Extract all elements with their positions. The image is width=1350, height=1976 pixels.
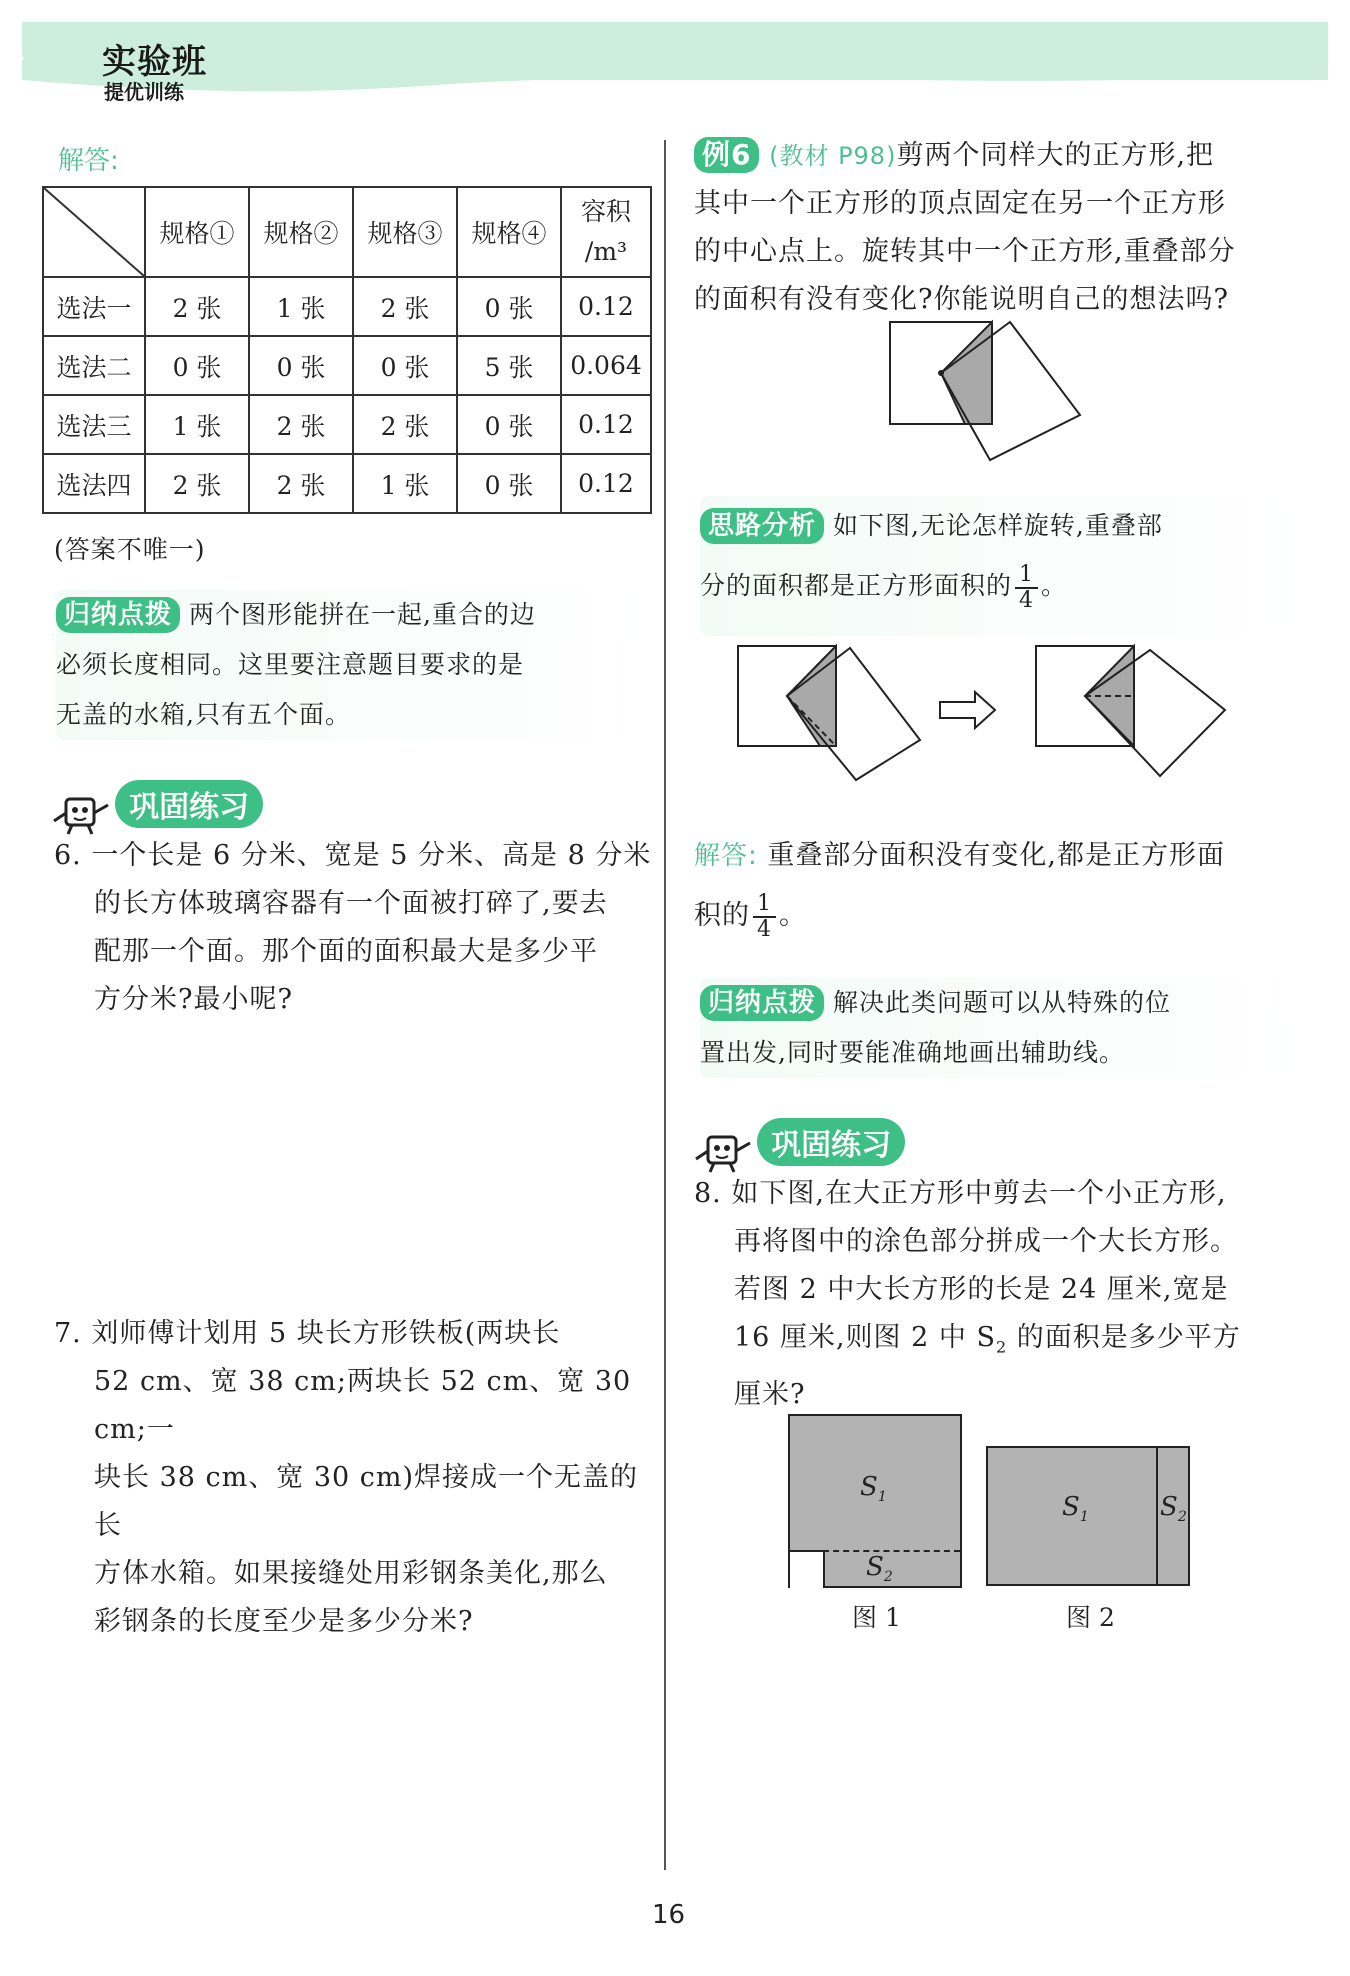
table-cell: 0 张 bbox=[249, 336, 353, 395]
table-cell: 1 张 bbox=[249, 277, 353, 336]
q7-line5: 彩钢条的长度至少是多少分米? bbox=[94, 1606, 474, 1637]
table-row bbox=[43, 454, 651, 513]
q7-number: 7. bbox=[54, 1318, 82, 1349]
table-cell: 0 张 bbox=[353, 336, 457, 395]
header-spec-2: 规格② bbox=[249, 187, 353, 277]
practice-heading-left bbox=[52, 780, 263, 835]
table-cell: 0 张 bbox=[457, 277, 561, 336]
fraction-quarter-answer bbox=[753, 892, 776, 942]
table-cell: 0.12 bbox=[561, 277, 651, 336]
example-line1: 剪两个同样大的正方形,把 bbox=[896, 140, 1215, 171]
mascot-icon bbox=[694, 1129, 752, 1173]
q7-line4: 方体水箱。如果接缝处用彩钢条美化,那么 bbox=[94, 1558, 608, 1589]
q8-line1: 如下图,在大正方形中剪去一个小正方形, bbox=[731, 1178, 1227, 1209]
rotation-diagram bbox=[730, 640, 1240, 790]
fig2-divider bbox=[1156, 1448, 1158, 1584]
question-6 bbox=[54, 832, 654, 1024]
q6-line2: 的长方体玻璃容器有一个面被打碎了,要去 bbox=[94, 888, 608, 919]
q8-line4 bbox=[694, 1314, 1294, 1371]
q8-line4-a: 16 厘米,则图 2 中 S bbox=[734, 1322, 996, 1353]
answer-label-left: 解答: bbox=[58, 146, 119, 176]
header-volume-label: 容积 bbox=[580, 197, 631, 226]
tip-left-line2: 必须长度相同。这里要注意题目要求的是 bbox=[56, 650, 525, 679]
analysis-box bbox=[700, 496, 1300, 636]
tip-right-line1: 解决此类问题可以从特殊的位 bbox=[832, 988, 1171, 1017]
row-name: 选法四 bbox=[43, 454, 145, 513]
overlap-shade bbox=[941, 322, 992, 424]
q8-number: 8. bbox=[694, 1178, 722, 1209]
tip-left-line3: 无盖的水箱,只有五个面。 bbox=[56, 700, 351, 729]
table-cell: 1 张 bbox=[353, 454, 457, 513]
figure-1 bbox=[788, 1414, 962, 1588]
table-cell: 2 张 bbox=[249, 395, 353, 454]
answer-right-line1: 重叠部分面积没有变化,都是正方形面 bbox=[767, 840, 1225, 871]
header-volume bbox=[561, 187, 651, 277]
table-row bbox=[43, 336, 651, 395]
fig2-caption: 图 2 bbox=[1066, 1603, 1115, 1632]
q7-line2: 52 cm、宽 38 cm;两块长 52 cm、宽 30 cm;一 bbox=[94, 1366, 632, 1445]
analysis-line1: 如下图,无论怎样旋转,重叠部 bbox=[832, 511, 1163, 540]
book-title: 实验班 bbox=[102, 42, 207, 82]
cut-small-square bbox=[790, 1550, 825, 1588]
table-cell: 2 张 bbox=[353, 395, 457, 454]
table-row bbox=[43, 395, 651, 454]
example-line2: 其中一个正方形的顶点固定在另一个正方形 bbox=[694, 188, 1226, 219]
header-spec-1: 规格① bbox=[145, 187, 249, 277]
q6-number: 6. bbox=[54, 840, 82, 871]
question-8 bbox=[694, 1170, 1294, 1419]
fig1-caption: 图 1 bbox=[852, 1603, 901, 1632]
q8-line5: 厘米? bbox=[734, 1379, 806, 1411]
q6-line1: 一个长是 6 分米、宽是 5 分米、高是 8 分米 bbox=[91, 840, 652, 871]
tip-box-left bbox=[56, 590, 646, 740]
table-cell: 0.12 bbox=[561, 454, 651, 513]
fig1-s1-label: $S_1$ bbox=[860, 1472, 887, 1506]
right-arrow-icon bbox=[940, 692, 995, 728]
answer-note: (答案不唯一) bbox=[54, 535, 206, 564]
fraction-numerator: 1 bbox=[753, 892, 776, 918]
example-line4: 的面积有没有变化?你能说明自己的想法吗? bbox=[694, 284, 1229, 315]
example-6 bbox=[694, 132, 1294, 324]
q7-line1: 刘师傅计划用 5 块长方形铁板(两块长 bbox=[91, 1318, 561, 1349]
q7-line3: 块长 38 cm、宽 30 cm)焊接成一个无盖的长 bbox=[94, 1462, 639, 1541]
table-cell: 2 张 bbox=[353, 277, 457, 336]
row-name: 选法三 bbox=[43, 395, 145, 454]
figure-2 bbox=[986, 1446, 1190, 1586]
example-tag: 例6 bbox=[694, 137, 759, 173]
header-volume-unit: /m³ bbox=[584, 237, 628, 266]
q6-line4: 方分米?最小呢? bbox=[94, 984, 293, 1015]
spec-table bbox=[42, 186, 652, 514]
q8-line4-b: 的面积是多少平方 bbox=[1007, 1322, 1241, 1353]
fraction-denominator: 4 bbox=[757, 916, 772, 942]
practice-label-right: 巩固练习 bbox=[757, 1118, 905, 1166]
table-cell: 2 张 bbox=[145, 454, 249, 513]
tip-right-line2: 置出发,同时要能准确地画出辅助线。 bbox=[700, 1038, 1125, 1067]
practice-heading-right bbox=[694, 1118, 905, 1173]
header-spec-4: 规格④ bbox=[457, 187, 561, 277]
q8-line3: 若图 2 中大长方形的长是 24 厘米,宽是 bbox=[734, 1274, 1229, 1305]
rotated-squares-figure bbox=[880, 310, 1090, 470]
example-ref: (教材 P98) bbox=[769, 142, 897, 170]
fraction-denominator: 4 bbox=[1019, 587, 1035, 613]
table-row bbox=[43, 277, 651, 336]
analysis-tag: 思路分析 bbox=[700, 508, 824, 544]
answer-label-right: 解答: bbox=[694, 841, 758, 871]
fig2-s2-label: $S_2$ bbox=[1160, 1492, 1187, 1526]
q8-line2: 再将图中的涂色部分拼成一个大长方形。 bbox=[734, 1226, 1238, 1257]
table-cell: 0.064 bbox=[561, 336, 651, 395]
row-name: 选法二 bbox=[43, 336, 145, 395]
header-spec-3: 规格③ bbox=[353, 187, 457, 277]
table-cell: 1 张 bbox=[145, 395, 249, 454]
tip-tag-right: 归纳点拨 bbox=[700, 985, 824, 1021]
q8-line4-sub: 2 bbox=[995, 1337, 1008, 1357]
answer-right bbox=[694, 826, 1294, 946]
book-subtitle: 提优训练 bbox=[104, 80, 184, 104]
practice-label-left: 巩固练习 bbox=[115, 780, 263, 828]
table-header-row bbox=[43, 187, 651, 277]
tip-left-line1: 两个图形能拼在一起,重合的边 bbox=[188, 600, 536, 629]
table-cell: 0 张 bbox=[457, 454, 561, 513]
table-cell: 5 张 bbox=[457, 336, 561, 395]
tip-tag-left: 归纳点拨 bbox=[56, 597, 180, 633]
row-name: 选法一 bbox=[43, 277, 145, 336]
table-cell: 0 张 bbox=[457, 395, 561, 454]
header-wave bbox=[22, 60, 1328, 100]
tip-box-right bbox=[700, 978, 1300, 1078]
example-line3: 的中心点上。旋转其中一个正方形,重叠部分 bbox=[694, 236, 1236, 267]
answer-right-line2: 积的 bbox=[694, 900, 750, 931]
answer-period: 。 bbox=[779, 900, 807, 931]
fraction-numerator: 1 bbox=[1015, 563, 1038, 589]
column-divider bbox=[664, 140, 666, 1870]
table-cell: 0 张 bbox=[145, 336, 249, 395]
analysis-period: 。 bbox=[1041, 571, 1068, 600]
mascot-icon bbox=[52, 791, 110, 835]
analysis-line2: 分的面积都是正方形面积的 bbox=[700, 571, 1013, 600]
diagonal-cell bbox=[43, 187, 145, 277]
fraction-quarter bbox=[1015, 563, 1038, 613]
question-7 bbox=[54, 1310, 654, 1646]
table-cell: 2 张 bbox=[145, 277, 249, 336]
fig1-s2-label: $S_2$ bbox=[866, 1552, 893, 1586]
table-cell: 2 张 bbox=[249, 454, 353, 513]
page-number: 16 bbox=[652, 1900, 686, 1930]
q6-line3: 配那一个面。那个面的面积最大是多少平 bbox=[94, 936, 598, 967]
fig2-s1-label: $S_1$ bbox=[1062, 1492, 1089, 1526]
table-cell: 0.12 bbox=[561, 395, 651, 454]
